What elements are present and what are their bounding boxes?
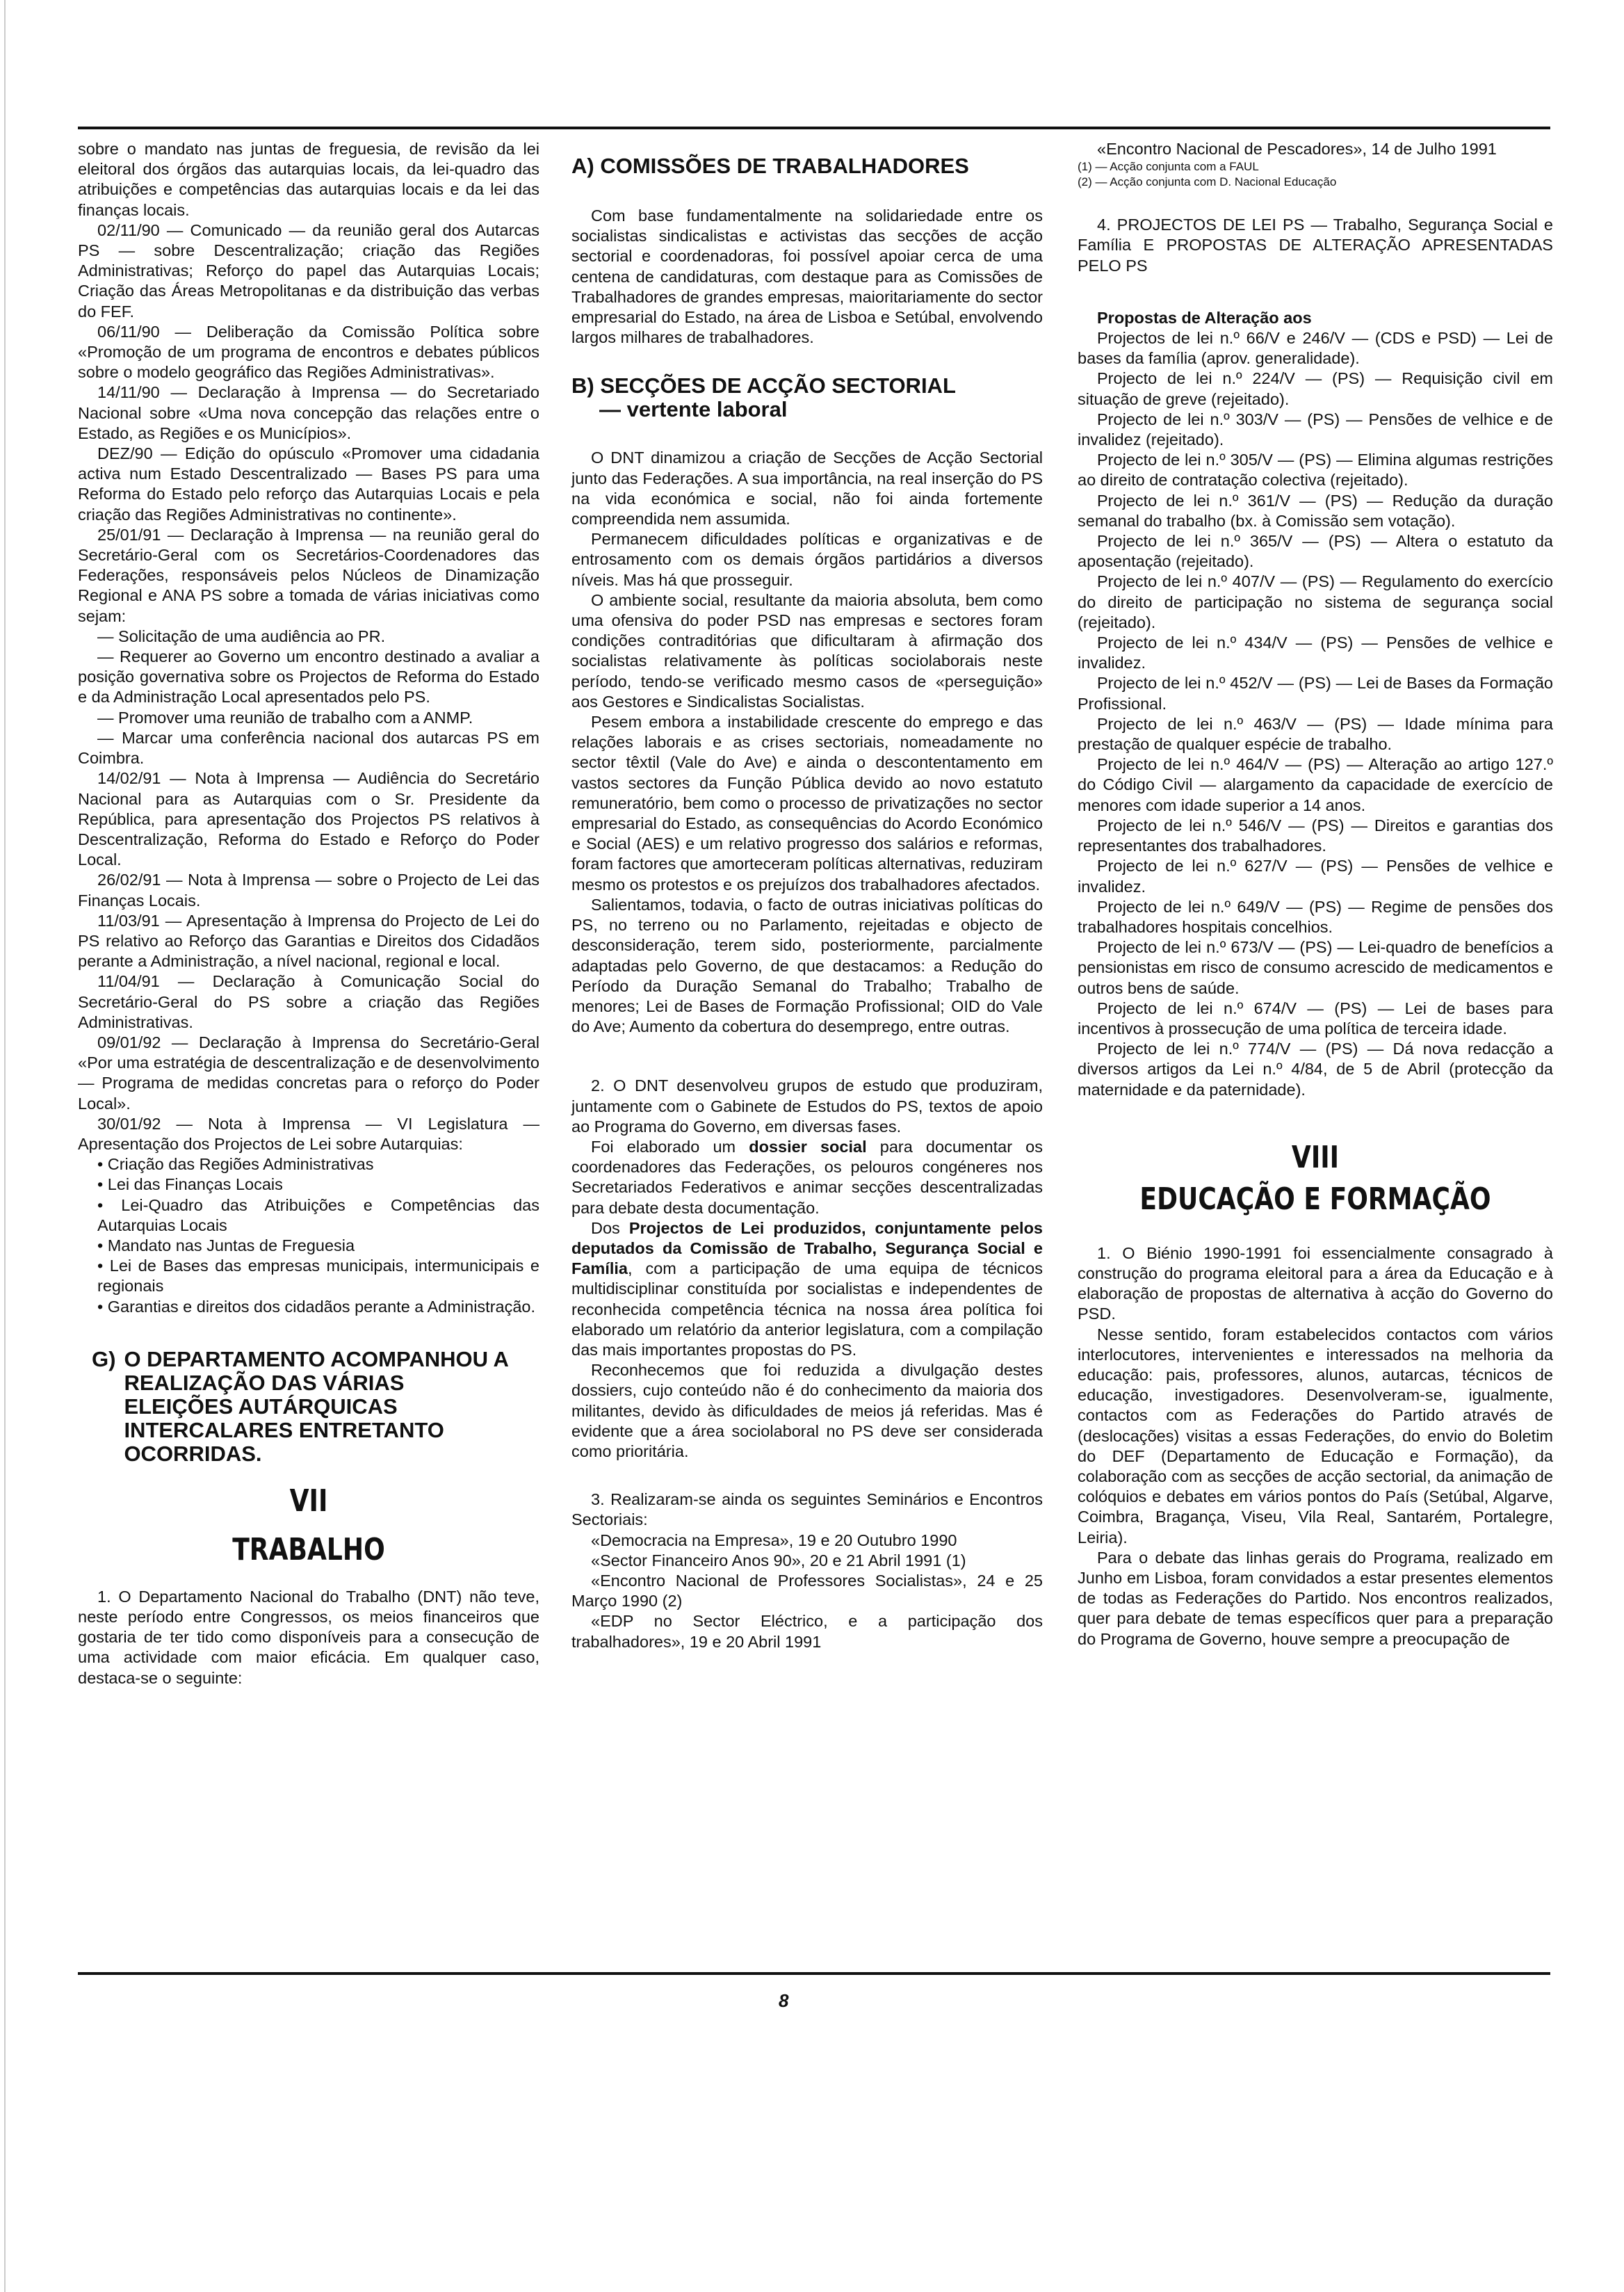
list-item: Projecto de lei n.º 361/V — (PS) — Redução da duração semanal do trabalho (bx. à Comissão sem votação). [1078,491,1553,530]
event-item: «Encontro Nacional de Professores Socialistas», 24 e 25 Março 1990 (2) [571,1571,1043,1611]
list-item: Projecto de lei n.º 434/V — (PS) — Pensões de velhice e invalidez. [1078,633,1553,672]
paragraph: 09/01/92 — Declaração à Imprensa do Secretário-Geral «Por uma estratégia de descentralização e de desenvolvimento — Programa de medidas concretas para o reforço do Poder Local». [78,1033,539,1113]
paragraph: 26/02/91 — Nota à Imprensa — sobre o Projecto de Lei das Finanças Locais. [78,871,539,910]
paragraph: 06/11/90 — Deliberação da Comissão Política sobre «Promoção de um programa de encontros e debates públicos sobre o modelo geográfico das Regiões Administrativas». [78,322,539,382]
paragraph: 14/11/90 — Declaração à Imprensa — do Secretariado Nacional sobre «Uma nova concepção das relações entre o Estado, as Regiões e os Municípios». [78,383,539,442]
chapter-number: VII [289,1483,328,1519]
list-item: • Lei de Bases das empresas municipais, intermunicipais e regionais [97,1257,539,1296]
paragraph: Reconhecemos que foi reduzida a divulgação destes dossiers, cujo conteúdo não é do conhecimento da maioria dos militantes, devido às dificuldades de meios já referidas. Mas é evidente que a área sociolaboral no PS deve ser considerada como prioritária. [571,1361,1043,1460]
list-item: Projecto de lei n.º 303/V — (PS) — Pensões de velhice e de invalidez (rejeitado). [1078,410,1553,449]
paragraph: Nesse sentido, foram estabelecidos contactos com vários interlocutores, intervenientes e interessados na melhoria da educação: pais, professores, alunos, autarcas, técnicos de educação, investigadores. Desenvolveram-se, igualmente, contactos com as Federações do Partido através de (deslocações) visitas a essas Federações, do envio do Boletim do DEF (Departamento de Educação e Formação), da colaboração com as secções de acção sectorial, da animação de colóquios e debates em vários pontos do País (Setúbal, Algarve, Coimbra, Bragança, Viseu, Vila Real, Santarém, Portalegre, Leiria). [1078,1325,1553,1547]
list-item: Projecto de lei n.º 649/V — (PS) — Regime de pensões dos trabalhadores hospitais concelhios. [1078,897,1553,936]
paragraph: 3. Realizaram-se ainda os seguintes Seminários e Encontros Sectoriais: [571,1490,1043,1529]
text: para documentar os coordenadores das Federações, os pelouros congéneres nos Secretariados Federativos e animar secções descentralizadas para debate desta documentação. [571,1137,1043,1217]
list-item: Projectos de lei n.º 66/V e 246/V — (CDS e PSD) — Lei de bases da família (aprov. generalidade). [1078,329,1553,368]
paragraph: Com base fundamentalmente na solidariedade entre os socialistas sindicalistas e activistas das secções de acção sectorial e coordenadoras, foi possível apoiar cerca de uma centena de candidaturas, com destaque para as Comissões de Trabalhadores de grandes empresas, maioritariamente do sector empresarial do Estado, na área de Lisboa e Setúbal, envolvendo largos milhares de trabalhadores. [571,207,1043,347]
section-a-heading: A) COMISSÕES DE TRABALHADORES [571,154,969,178]
paragraph: sobre o mandato nas juntas de freguesia, de revisão da lei eleitoral dos órgãos das autarquias locais, da lei-quadro das atribuições e competências das autarquias locais e da lei das finanças locais. [78,140,539,219]
paragraph: 11/04/91 — Declaração à Comunicação Social do Secretário-Geral do PS sobre a criação das Regiões Administrativas. [78,972,539,1031]
column-1 [78,139,539,1688]
page-number: 8 [779,1990,789,2011]
list-item: • Garantias e direitos dos cidadãos perante a Administração. [97,1297,536,1316]
column-2 [571,139,1043,1652]
list-item: • Lei-Quadro das Atribuições e Competências das Autarquias Locais [97,1195,539,1234]
paragraph: — Requerer ao Governo um encontro destinado a avaliar a posição governativa sobre os Projectos de Reforma do Estado e da Administração Local apresentados pelo PS. [78,647,539,707]
event-item: «Sector Financeiro Anos 90», 20 e 21 Abril 1991 (1) [591,1551,966,1569]
paragraph: 02/11/90 — Comunicado — da reunião geral dos Autarcas PS — sobre Descentralização; criação das Regiões Administrativas; Reforço do papel das Autarquias Locais; Criação das Áreas Metropolitanas e da distribuição das verbas do FEF. [78,220,539,321]
list-item: Projecto de lei n.º 627/V — (PS) — Pensões de velhice e invalidez. [1078,857,1553,896]
paragraph: 4. PROJECTOS DE LEI PS — Trabalho, Segurança Social e Família E PROPOSTAS DE ALTERAÇÃO APRESENTADAS PELO PS [1078,216,1553,275]
list-item: • Mandato nas Juntas de Freguesia [97,1236,355,1254]
paragraph: — Promover uma reunião de trabalho com a ANMP. [97,708,473,727]
list-item: Projecto de lei n.º 674/V — (PS) — Lei de bases para incentivos à prossecução de uma política de terceira idade. [1078,999,1553,1038]
section-title: O DEPARTAMENTO ACOMPANHOU A REALIZAÇÃO DAS VÁRIAS ELEIÇÕES AUTÁRQUICAS INTERCALARES ENTRETANTO OCORRIDAS. [124,1346,508,1466]
paragraph: Para o debate das linhas gerais do Programa, realizado em Junho em Lisboa, foram convidados a estar presentes elementos de todas as Federações do Partido. Nos encontros realizados, quer para debate de temas específicos quer para a preparação do Programa de Governo, houve sempre a preocupação de [1078,1548,1553,1648]
list-item: Projecto de lei n.º 452/V — (PS) — Lei de Bases da Formação Profissional. [1078,674,1553,713]
list-item: Projecto de lei n.º 365/V — (PS) — Altera o estatuto da aposentação (rejeitado). [1078,532,1553,571]
text: , com a participação de uma equipa de técnicos multidisciplinar constituída por socialistas e independentes de reconhecida competência técnica na nossa área política foi elaborado um relatório da anterior legislatura, com a compilação das mais importantes propostas do PS. [571,1259,1043,1359]
list-item: • Lei das Finanças Locais [97,1175,283,1194]
event-item: «EDP no Sector Eléctrico, e a participação dos trabalhadores», 19 e 20 Abril 1991 [571,1612,1043,1651]
paragraph: Pesem embora a instabilidade crescente do emprego e das relações laborais e as crises sectoriais, nomeadamente no sector têxtil (Vale do Ave) e ainda o descontentamento em vastos sectores da Função Pública devido ao novo estatuto remuneratório, bem como o processo de privatizações no sector empresarial do Estado, as consequências do Acordo Económico e Social (AES) e um relativo progresso dos salários e reformas, foram factores que amorteceram políticas alternativas, reduziram mesmo os protestos e os prejuízos dos trabalhadores afectados. [571,713,1043,894]
emphasis: Projectos de Lei produzidos, conjuntamente pelos deputados da Comissão de Trabalho, Segurança Social e Família [571,1218,1043,1278]
paragraph: DEZ/90 — Edição do opúsculo «Promover uma cidadania activa num Estado Descentralizado — Bases PS para uma Reforma do Estado pelo reforço das Autarquias Locais e pela criação das Regiões Administrativas no continente». [78,444,539,524]
list-item: Projecto de lei n.º 407/V — (PS) — Regulamento do exercício do direito de participação no sistema de segurança social (rejeitado). [1078,572,1553,631]
list-item: Projecto de lei n.º 546/V — (PS) — Direitos e garantias dos representantes dos trabalhadores. [1078,816,1553,855]
list-item: Projecto de lei n.º 224/V — (PS) — Requisição civil em situação de greve (rejeitado). [1078,369,1553,408]
footnote: (1) — Acção conjunta com a FAUL [1078,160,1259,174]
chapter-number: VIII [1291,1139,1340,1175]
paragraph [571,1218,1043,1360]
paragraph: — Solicitação de uma audiência ao PR. [97,627,386,645]
list-item: Projecto de lei n.º 774/V — (PS) — Dá nova redacção a diversos artigos da Lei n.º 4/84, de 5 de Abril (protecção da maternidade e da paternidade). [1078,1040,1553,1099]
paragraph: 1. O Departamento Nacional do Trabalho (DNT) não teve, neste período entre Congressos, os meios financeiros que gostaria de ter tido como disponíveis para a consecução de uma actividade com maior eficácia. Em qualquer caso, destaca-se o seguinte: [78,1587,539,1687]
paragraph [571,1137,1043,1218]
list-item: Projecto de lei n.º 463/V — (PS) — Idade mínima para prestação de qualquer espécie de trabalho. [1078,714,1553,754]
paragraph: O DNT dinamizou a criação de Secções de Acção Sectorial junto das Federações. A sua importância, na real inserção do PS na vida económica e social, não foi ainda fortemente compreendida nem assumida. [571,449,1043,528]
section-g-heading [78,1348,539,1466]
chapter-title: EDUCAÇÃO E FORMAÇÃO [1139,1181,1491,1217]
section-letter: G) [92,1346,116,1371]
chapter-title: TRABALHO [232,1531,385,1567]
paragraph: 14/02/91 — Nota à Imprensa — Audiência do Secretário Nacional para as Autarquias com o Sr. Presidente da República, para apresentação dos Projectos PS relativos à Descentralização, Reforma do Estado e Reforço do Poder Local. [78,769,539,869]
paragraph: 30/01/92 — Nota à Imprensa — VI Legislatura — Apresentação dos Projectos de Lei sobre Autarquias: [78,1114,539,1153]
paragraph: — Marcar uma conferência nacional dos autarcas PS em Coimbra. [78,728,539,768]
section-b-subheading: — vertente laboral [599,397,788,422]
list-item: • Criação das Regiões Administrativas [97,1155,374,1174]
footnote: (2) — Acção conjunta com D. Nacional Educação [1078,175,1337,189]
paragraph: Permanecem dificuldades políticas e organizativas e de entrosamento com os demais órgãos partidários a diversos níveis. Mas há que prosseguir. [571,530,1043,589]
paragraph: 2. O DNT desenvolveu grupos de estudo que produziram, juntamente com o Gabinete de Estudos do PS, textos de apoio ao Programa do Governo, em diversas fases. [571,1076,1043,1136]
paragraph: O ambiente social, resultante da maioria absoluta, bem como uma ofensiva do poder PSD nas empresas e sectores foram condições contraditórias que dificultaram à afirmação dos socialistas relativamente às políticas sociolaborais neste período, tendo-se verificado mesmo casos de «perseguição» aos Gestores e Sindicalistas Socialistas. [571,590,1043,711]
emphasis: dossier social [749,1137,867,1156]
top-rule [78,127,1550,129]
event-item: «Encontro Nacional de Pescadores», 14 de Julho 1991 [1097,140,1497,158]
list-item: Projecto de lei n.º 673/V — (PS) — Lei-quadro de benefícios a pensionistas em risco de consumo acrescido de medicamentos e outros bens de saúde. [1078,938,1553,997]
section-b-heading: B) SECÇÕES DE ACÇÃO SECTORIAL [571,373,956,398]
subheading: Propostas de Alteração aos [1097,308,1312,327]
paragraph: 11/03/91 — Apresentação à Imprensa do Projecto de Lei do PS relativo ao Reforço das Garantias e Direitos dos Cidadãos perante a Administração, a nível nacional, regional e local. [78,911,539,971]
paragraph: 25/01/91 — Declaração à Imprensa — na reunião geral do Secretário-Geral com os Secretários-Coordenadores das Federações, responsáveis pelos Núcleos de Dinamização Regional e ANA PS sobre a tomada de várias iniciativas como sejam: [78,525,539,625]
paragraph: Salientamos, todavia, o facto de outras iniciativas políticas do PS, no terreno ou no Parlamento, rejeitadas e objecto de desconsideração, terem sido, posteriormente, parcialmente adaptadas pelo Governo, de que destacamos: a Redução do Período da Duração Semanal do Trabalho; Trabalho de menores; Lei de Bases de Formação Profissional; OID do Vale do Ave; Aumento da cobertura do desemprego, entre outras. [571,895,1043,1036]
list-item: Projecto de lei n.º 305/V — (PS) — Elimina algumas restrições ao direito de contratação colectiva (rejeitado). [1078,451,1553,490]
paragraph: 1. O Biénio 1990-1991 foi essencialmente consagrado à construção do programa eleitoral para a área da Educação e à elaboração de propostas de alternativa à acção do Governo do PSD. [1078,1243,1553,1323]
text: Dos [591,1218,629,1237]
column-3 [1078,139,1553,1649]
event-item: «Democracia na Empresa», 19 e 20 Outubro 1990 [591,1531,957,1549]
text: Foi elaborado um [591,1137,749,1156]
scan-edge [4,0,6,2292]
bottom-rule [78,1972,1550,1975]
list-item: Projecto de lei n.º 464/V — (PS) — Alteração ao artigo 127.º do Código Civil — alargamento da capacidade de exercício de menores com idade superior a 14 anos. [1078,755,1553,814]
